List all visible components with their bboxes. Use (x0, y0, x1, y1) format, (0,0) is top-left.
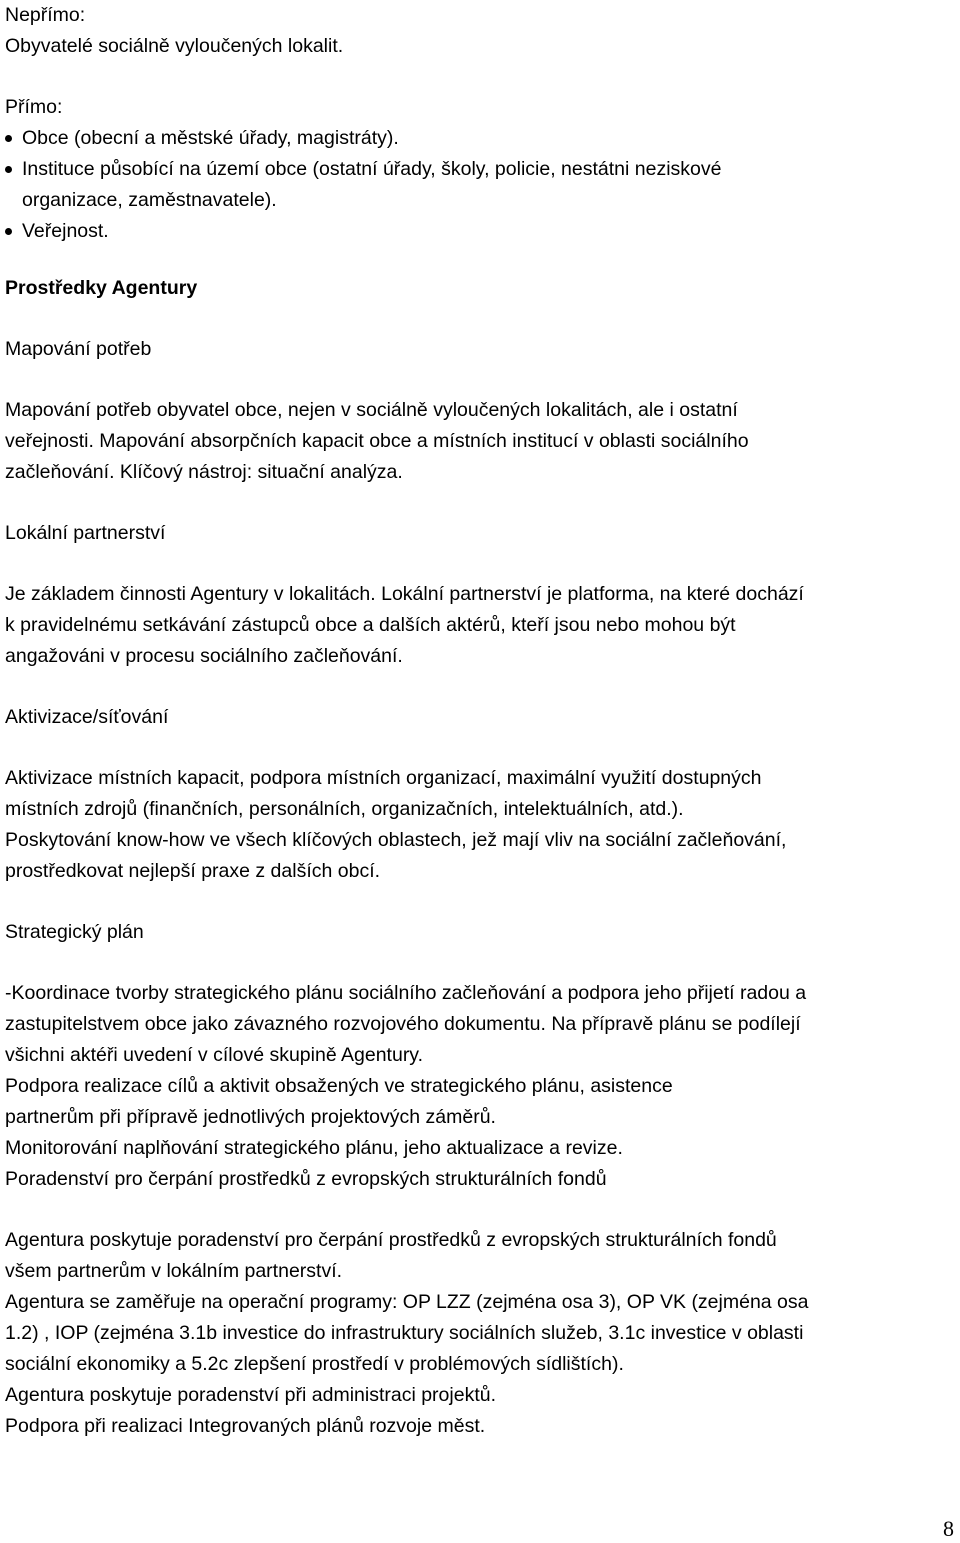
text-line: Je základem činnosti Agentury v lokalitách. Lokální partnerství je platforma, na které dochází (5, 583, 804, 605)
spacer (5, 488, 957, 518)
paragraph-mapovani (5, 395, 957, 488)
primo-bullet-list (5, 123, 957, 247)
text-line: prostředkovat nejlepší praxe z dalších obcí. (5, 860, 381, 882)
text-line: Agentura se zaměřuje na operační programy: OP LZZ (zejména osa 3), OP VK (zejména osa (5, 1291, 809, 1313)
subsection-title-strategicky: Strategický plán (5, 921, 144, 943)
text-line: místních zdrojů (finančních, personálních, organizačních, intelektuálních, atd.). (5, 798, 684, 820)
bullet-item: Obce (obecní a městské úřady, magistráty). (5, 123, 957, 154)
bullet-text-continuation: organizace, zaměstnavatele). (22, 189, 277, 211)
text-line: všichni aktéři uvedení v cílové skupině Agentury. (5, 1044, 424, 1066)
neprimo-label: Nepřímo: (5, 4, 86, 26)
neprimo-text: Obyvatelé sociálně vyloučených lokalit. (5, 35, 344, 57)
spacer (5, 887, 957, 917)
text-line: Aktivizace místních kapacit, podpora místních organizací, maximální využití dostupných (5, 767, 762, 789)
text-line: Podpora realizace cílů a aktivit obsažených ve strategického plánu, asistence (5, 1075, 673, 1097)
text-line: Poradenství pro čerpání prostředků z evropských strukturálních fondů (5, 1168, 607, 1190)
text-line: 1.2) , IOP (zejména 3.1b investice do infrastruktury sociálních služeb, 3.1c investice v oblasti (5, 1322, 804, 1344)
text-line: zastupitelstvem obce jako závazného rozvojového dokumentu. Na přípravě plánu se podílejí (5, 1013, 801, 1035)
paragraph-partnerstvi (5, 579, 957, 672)
spacer (5, 365, 957, 395)
paragraph-strategicky (5, 978, 957, 1195)
text-line: Agentura poskytuje poradenství pro čerpání prostředků z evropských strukturálních fondů (5, 1229, 777, 1251)
text-line: angažováni v procesu sociálního začleňování. (5, 645, 403, 667)
subsection-title-mapovani: Mapování potřeb (5, 338, 152, 360)
bullet-item (5, 154, 957, 216)
spacer (5, 733, 957, 763)
spacer (5, 948, 957, 978)
paragraph-aktivizace (5, 763, 957, 887)
text-line: partnerům při přípravě jednotlivých projektových záměrů. (5, 1106, 496, 1128)
spacer (5, 247, 957, 273)
text-line: Agentura poskytuje poradenství při administraci projektů. (5, 1384, 497, 1406)
spacer (5, 304, 957, 334)
text-line: veřejnosti. Mapování absorpčních kapacit obce a místních institucí v oblasti sociálního (5, 430, 749, 452)
text-line: Poskytování know-how ve všech klíčových oblastech, jež mají vliv na sociální začleňování, (5, 829, 787, 851)
spacer (5, 1195, 957, 1225)
text-line: -Koordinace tvorby strategického plánu sociálního začleňování a podpora jeho přijetí radou a (5, 982, 807, 1004)
text-line: začleňování. Klíčový nástroj: situační analýza. (5, 461, 403, 483)
page-number: 8 (943, 1516, 954, 1541)
document-body (5, 0, 957, 1442)
subsection-title-partnerstvi: Lokální partnerství (5, 522, 166, 544)
spacer (5, 672, 957, 702)
paragraph-poradenstvi (5, 1225, 957, 1442)
text-line: Mapování potřeb obyvatel obce, nejen v sociálně vyloučených lokalitách, ale i ostatní (5, 399, 738, 421)
spacer (5, 549, 957, 579)
text-line: všem partnerům v lokálním partnerství. (5, 1260, 343, 1282)
subsection-title-aktivizace: Aktivizace/síťování (5, 706, 169, 728)
bullet-text: Instituce působící na území obce (ostatní úřady, školy, policie, nestátni neziskové (22, 158, 722, 180)
text-line: Monitorování naplňování strategického plánu, jeho aktualizace a revize. (5, 1137, 623, 1159)
text-line: Podpora při realizaci Integrovaných plánů rozvoje měst. (5, 1415, 486, 1437)
text-line: k pravidelnému setkávání zástupců obce a dalších aktérů, kteří jsou nebo mohou být (5, 614, 736, 636)
bullet-item: Veřejnost. (5, 216, 957, 247)
primo-label: Přímo: (5, 96, 63, 118)
text-line: sociální ekonomiky a 5.2c zlepšení prostředí v problémových sídlištích). (5, 1353, 624, 1375)
spacer (5, 62, 957, 92)
section-heading: Prostředky Agentury (5, 277, 198, 299)
